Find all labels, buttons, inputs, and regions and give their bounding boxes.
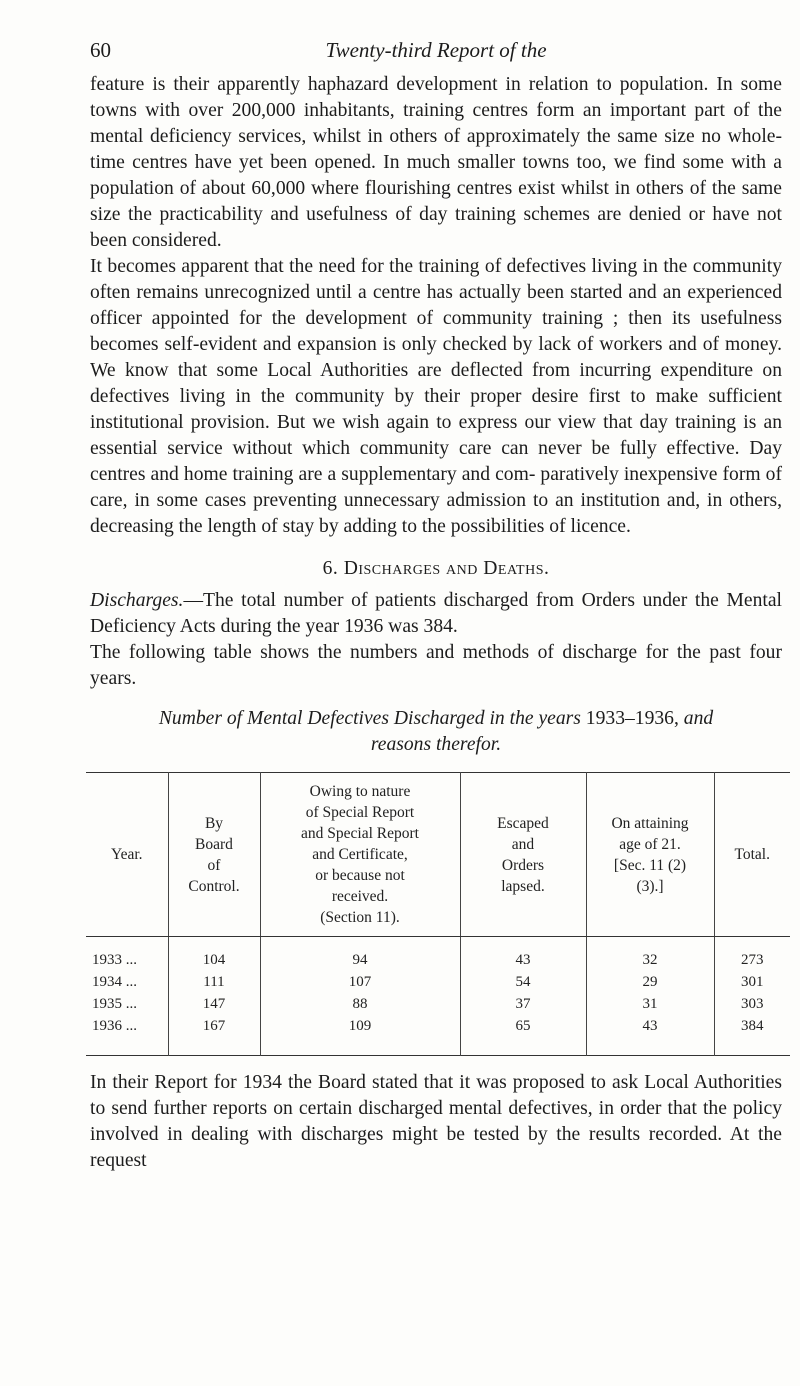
table-cell: 43	[586, 1015, 714, 1056]
table-cell: 111	[168, 971, 260, 993]
table-header-line: Escaped	[497, 814, 549, 832]
discharges-label: Discharges.	[90, 590, 184, 611]
closing-paragraph: In their Report for 1934 the Board stated that it was proposed to ask Local Authorities to send further reports on certain discharged mental defectives, in order that the policy involved in dealing with discharges might be tested by the results recorded. At the request	[90, 1072, 782, 1171]
table-header-cell	[168, 773, 260, 937]
table-header-cell	[460, 773, 586, 937]
table-header-line: On attaining	[611, 814, 689, 832]
table-caption-years: 1933–1936,	[580, 708, 684, 729]
table-header-line: Total.	[734, 846, 770, 863]
section-heading	[90, 556, 782, 582]
table-cell: 43	[460, 937, 586, 972]
running-head	[90, 38, 782, 72]
table-cell: 384	[714, 1015, 790, 1056]
table-header-line: [Sec. 11 (2)	[613, 856, 687, 874]
table-header-row	[86, 773, 790, 937]
table-row	[86, 993, 790, 1015]
table-header-line: and Certificate,	[312, 846, 408, 863]
table-cell-year: 1934 ...	[92, 974, 137, 990]
table-header-line: lapsed.	[501, 877, 545, 895]
page-number: 60	[90, 38, 111, 62]
table-cell: 104	[168, 937, 260, 972]
table-header-line: Year.	[110, 846, 143, 863]
table-row	[86, 1015, 790, 1056]
table-header-line: and Special Report	[301, 825, 419, 842]
table-header-line: Control.	[188, 877, 240, 895]
section-title: Discharges and Deaths.	[343, 558, 550, 579]
table-caption-line2: reasons therefor.	[370, 734, 502, 755]
table-cell: 167	[168, 1015, 260, 1056]
table-header-line: Board	[195, 835, 233, 853]
following-paragraph: The following table shows the numbers and methods of discharge for the past four years.	[90, 642, 782, 689]
paragraph-2: It becomes apparent that the need for the training of defectives living in the community often remains unrecognized until a centre has actually been started and an experienced officer appointed for the development of community training ; then its usefulness becomes self-evident and expansion is only checked by lack of workers and of money. We know that some Local Authorities are deflected from incurring expenditure on defectives living in the community by their proper desire first to make sufficient institutional provision. But we wish again to express our view that day training is an essential service without which community care can never be fully effective. Day centres and home training are a supplementary and com- paratively inexpensive form of care, in some cases preventing unnecessary admission to an institution and, in others, decreasing the length of stay by adding to the possibilities of licence.	[90, 256, 782, 537]
table-header-line: (Section 11).	[320, 909, 400, 926]
paragraph-1: feature is their apparently haphazard development in relation to population. In some towns with over 200,000 inhabitants, training centres form an important part of the mental deficiency services, whilst in others of approximately the same size no whole-time centres have yet been opened. In much smaller towns too, we find some with a population of about 60,000 where flourishing centres exist whilst in others of the same size the practicability and usefulness of day training schemes are denied or have not been considered.	[90, 74, 782, 251]
table-row	[86, 937, 790, 972]
table-cell: 273	[714, 937, 790, 972]
table-header-line: Orders	[501, 856, 545, 874]
table-header-cell	[586, 773, 714, 937]
table-cell: 303	[714, 993, 790, 1015]
table-header-line: and	[511, 835, 535, 853]
table-cell-year: 1933 ...	[92, 952, 137, 968]
table-header-line: (3).]	[636, 877, 664, 895]
document-page	[90, 38, 782, 1174]
table-cell: 32	[586, 937, 714, 972]
table-cell: 54	[460, 971, 586, 993]
table-cell: 147	[168, 993, 260, 1015]
table-header-line: By	[204, 814, 224, 832]
table-cell-year: 1936 ...	[92, 1018, 137, 1034]
running-title: Twenty-third Report of the	[325, 38, 547, 62]
table-cell: 94	[260, 937, 460, 972]
discharges-table	[86, 772, 790, 1056]
table-caption	[90, 706, 782, 758]
table-cell: 37	[460, 993, 586, 1015]
table-row	[86, 971, 790, 993]
table-cell: 109	[260, 1015, 460, 1056]
section-number: 6.	[322, 558, 339, 579]
discharges-paragraph	[90, 588, 782, 640]
table-header-line: of	[207, 856, 221, 874]
table-cell: 107	[260, 971, 460, 993]
table-cell-year: 1935 ...	[92, 996, 137, 1012]
table-cell: 65	[460, 1015, 586, 1056]
table-header-line: age of 21.	[619, 835, 681, 853]
table-cell: 31	[586, 993, 714, 1015]
table-header-cell	[260, 773, 460, 937]
table-header-line: of Special Report	[305, 804, 415, 821]
table-caption-end: and	[683, 708, 714, 729]
table-header-cell	[86, 773, 168, 937]
table-cell: 29	[586, 971, 714, 993]
table-cell: 301	[714, 971, 790, 993]
table-header-line: or because not	[315, 867, 405, 884]
table-caption-italic: Number of Mental Defectives Discharged in the years	[158, 708, 581, 729]
table-header-line: Owing to nature	[309, 783, 411, 800]
table-cell: 88	[260, 993, 460, 1015]
discharges-text: —The total number of patients discharged from Orders under the Mental Deficiency Acts during the year 1936 was 384.	[90, 590, 782, 637]
table-header-line: received.	[331, 888, 389, 905]
table-header-cell	[714, 773, 790, 937]
